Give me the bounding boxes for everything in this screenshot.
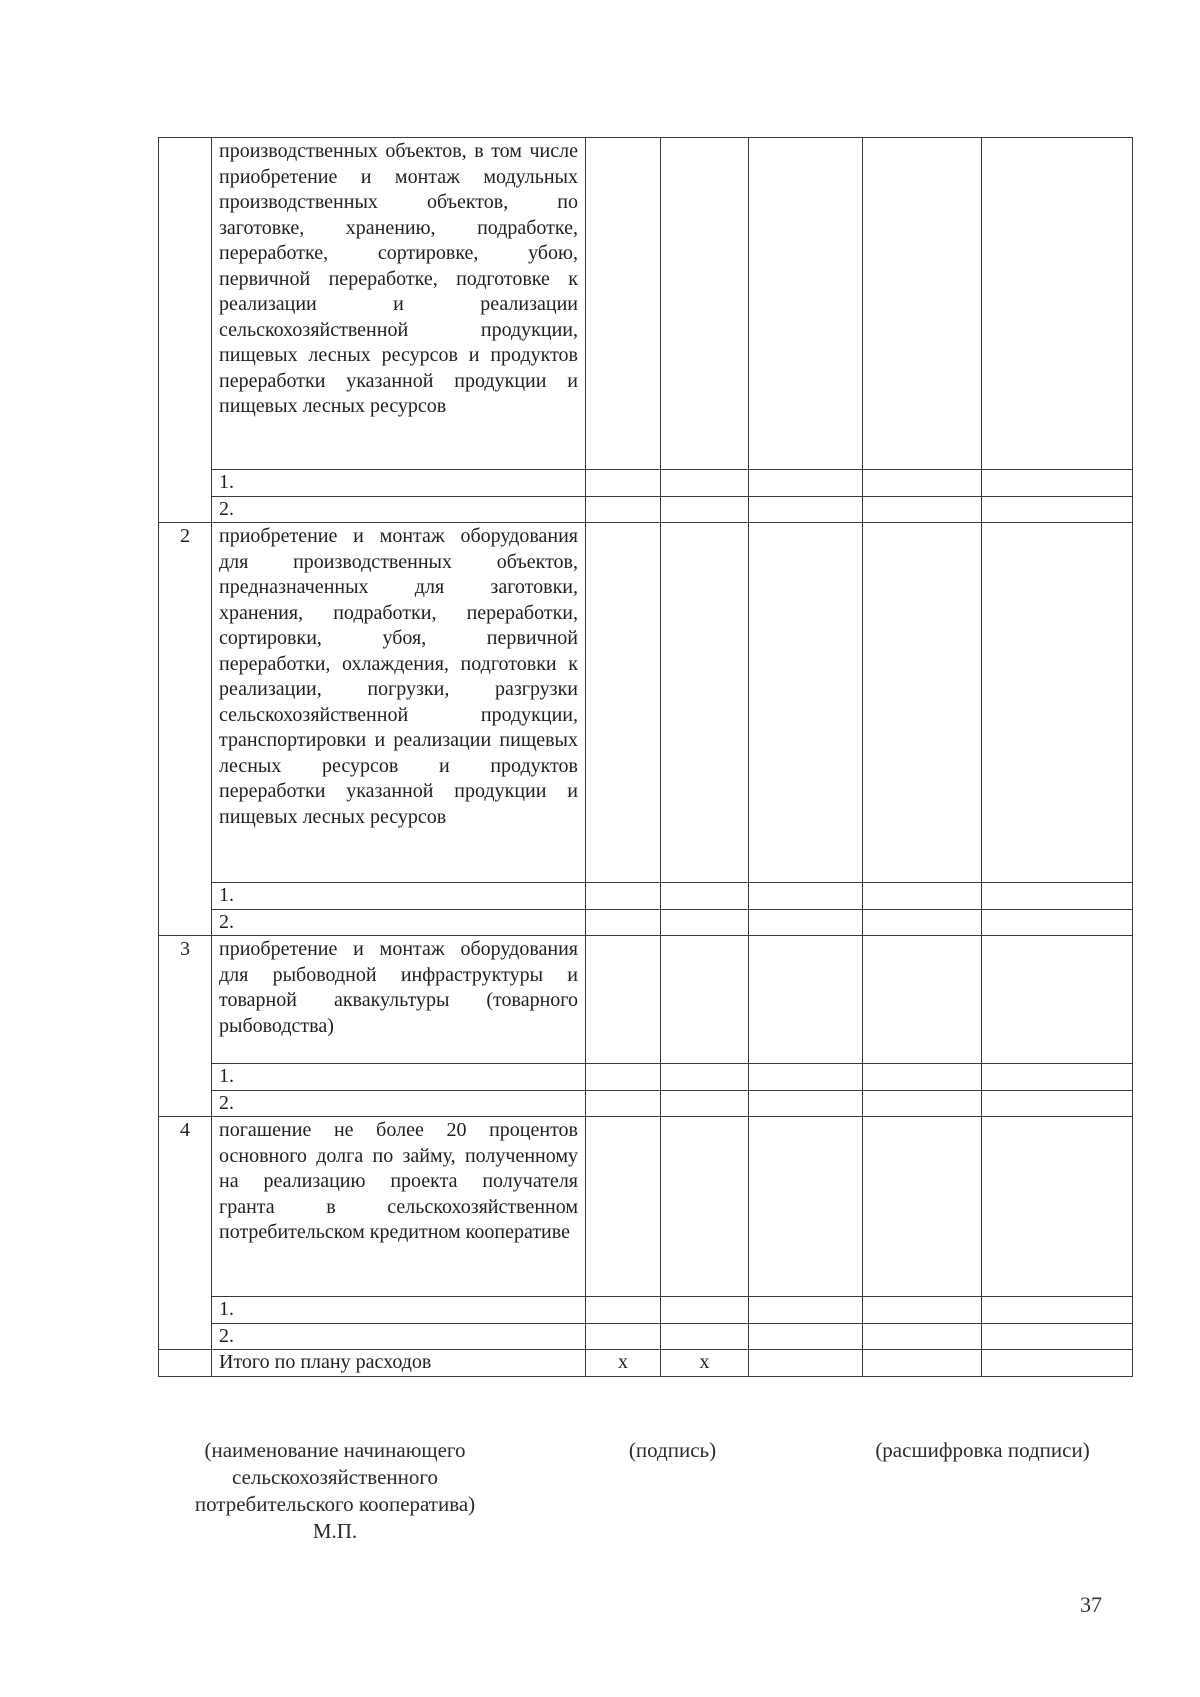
- total-label: Итого по плану расходов: [212, 1350, 586, 1377]
- page-number: 37: [1080, 1592, 1102, 1617]
- table-row: [159, 1323, 1133, 1350]
- expense-description: приобретение и монтаж оборудования для производственных объектов, предназначенных для заготовки, хранения, подработки, переработки, сортировки, убоя, первичной переработки, охлаждения, подготовки к реализации, погрузки, разгрузки сельскохозяйственной продукции, транспортировки и реализации пищевых лесных ресурсов и продуктов переработки указанной продукции и пищевых лесных ресурсов: [212, 523, 586, 883]
- table-row: [159, 496, 1133, 523]
- row-number: 3: [159, 936, 212, 1117]
- sub-item-label: 1.: [212, 470, 586, 497]
- table-row: [159, 1064, 1133, 1091]
- row-number-cell: [159, 138, 212, 523]
- expense-description: приобретение и монтаж оборудования для рыбоводной инфраструктуры и товарной аквакультуры (товарного рыбоводства): [212, 936, 586, 1064]
- table-row: [159, 883, 1133, 910]
- table-row: [159, 1297, 1133, 1324]
- table-row: [159, 1117, 1133, 1297]
- signature-caption: (подпись): [628, 1438, 717, 1462]
- sub-item-label: 2.: [212, 1090, 586, 1117]
- table-row: [159, 523, 1133, 883]
- sub-item-label: 1.: [212, 1064, 586, 1091]
- row-number: 2: [159, 523, 212, 936]
- caption-line: потребительского кооператива): [194, 1492, 476, 1516]
- expense-description: производственных объектов, в том числе приобретение и монтаж модульных производственных объектов, по заготовке, хранению, подработке, переработке, сортировке, убою, первичной переработке, подготовке к реализации и реализации сельскохозяйственной продукции, пищевых лесных ресурсов и продуктов переработки указанной продукции и пищевых лесных ресурсов: [212, 138, 586, 470]
- sub-item-label: 2.: [212, 496, 586, 523]
- table-row: [159, 909, 1133, 936]
- sub-item-label: 2.: [212, 1323, 586, 1350]
- table-row: [159, 1090, 1133, 1117]
- row-number: 4: [159, 1117, 212, 1350]
- total-row: [159, 1350, 1133, 1377]
- sub-item-label: 1.: [212, 1297, 586, 1324]
- caption-line: сельскохозяйственного: [232, 1465, 438, 1489]
- caption-line: (наименование начинающего: [204, 1438, 466, 1462]
- expense-description: погашение не более 20 процентов основного долга по займу, полученному на реализацию проекта получателя гранта в сельскохозяйственном потребительском кредитном кооперативе: [212, 1117, 586, 1297]
- expense-plan-table: [158, 137, 1133, 1377]
- table-row: [159, 138, 1133, 470]
- total-mark: х: [661, 1350, 749, 1377]
- table-row: [159, 470, 1133, 497]
- sub-item-label: 1.: [212, 883, 586, 910]
- signature-decoding-caption: (расшифровка подписи): [875, 1438, 1090, 1462]
- stamp-place: М.П.: [312, 1519, 358, 1543]
- table-row: [159, 936, 1133, 1064]
- total-mark: х: [586, 1350, 661, 1377]
- sub-item-label: 2.: [212, 909, 586, 936]
- organization-name-caption: [150, 1437, 520, 1545]
